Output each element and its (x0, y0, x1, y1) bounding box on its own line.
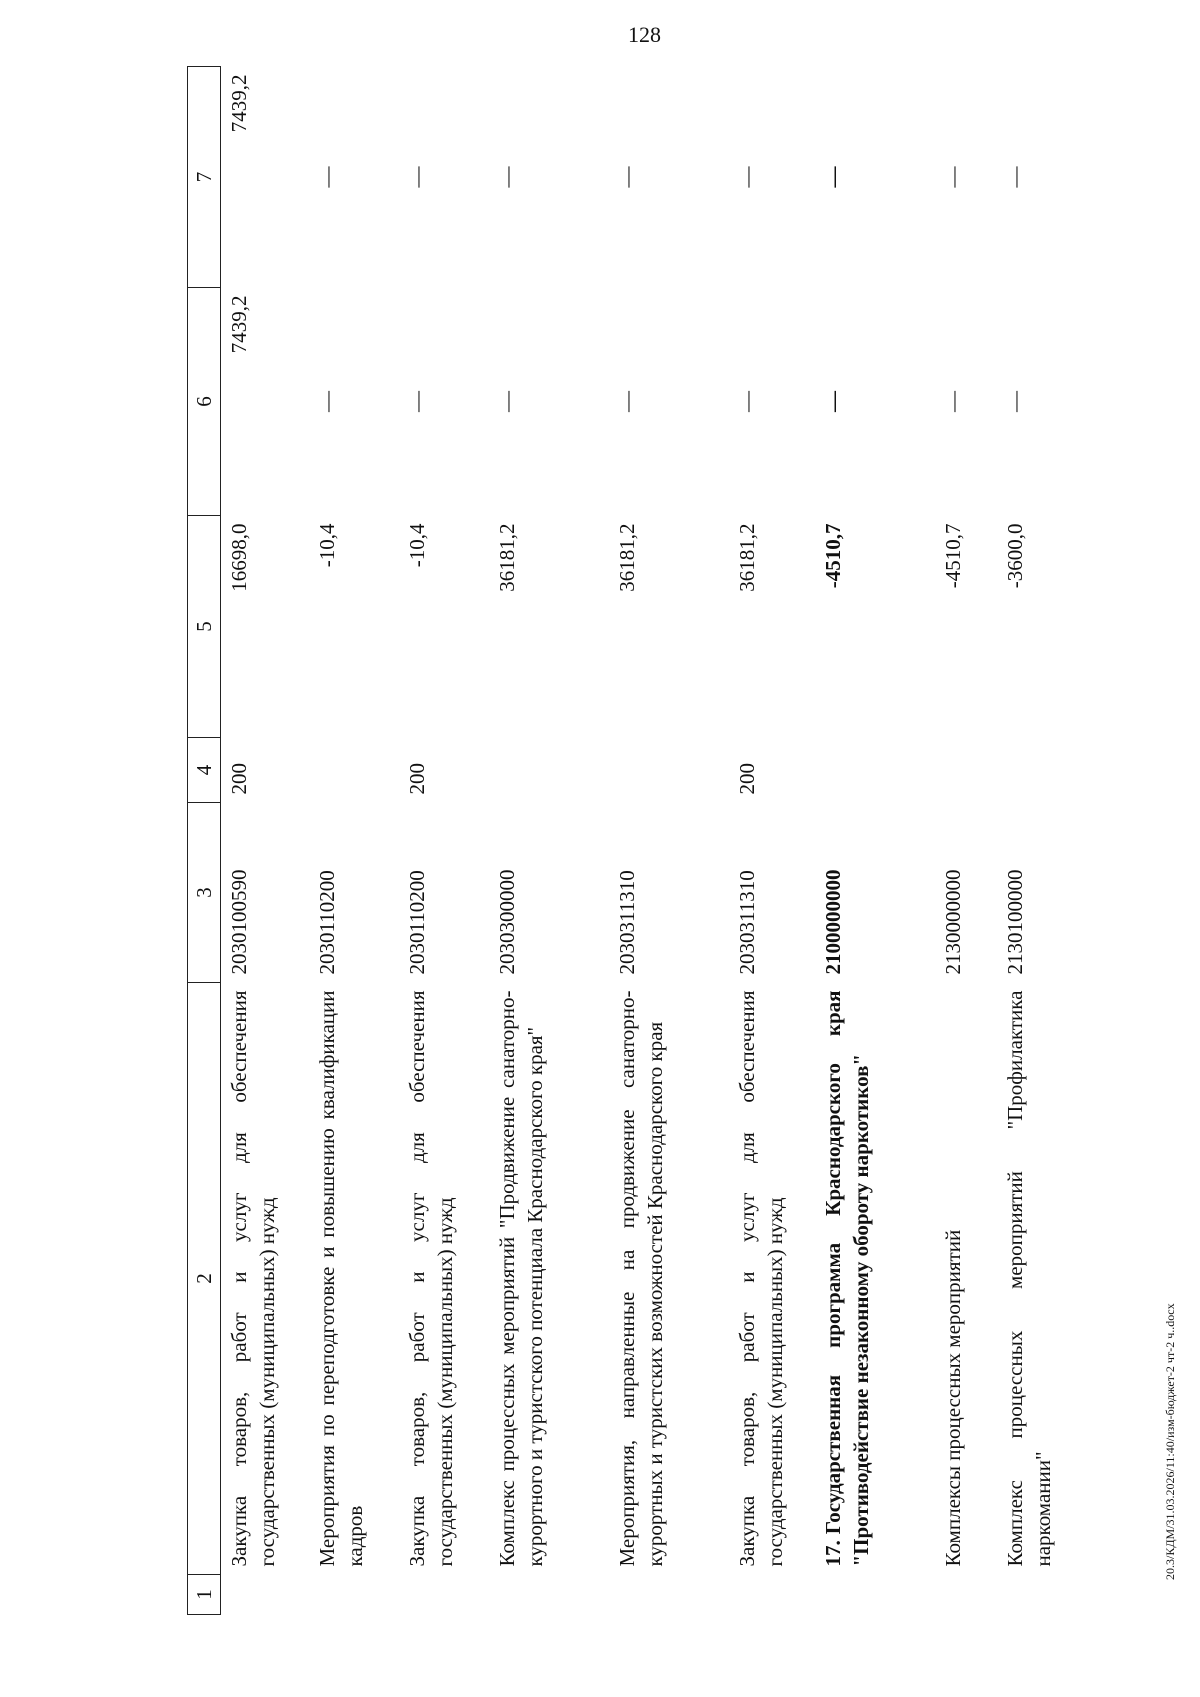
target-code-cell: 2130000000 (940, 869, 965, 975)
footer-note (1163, 1303, 1183, 1600)
row-number-cell (997, 1575, 1087, 1615)
table-row (997, 67, 1087, 1615)
row-number-cell (815, 1575, 935, 1615)
row-number-cell (399, 1575, 489, 1615)
row-name-cell (399, 983, 489, 1575)
row-name-cell (997, 983, 1087, 1575)
table-row (729, 67, 815, 1615)
target-code-cell: 2030311310 (734, 870, 759, 975)
expense-type-cell (815, 738, 935, 803)
target-code-cell: 2030110200 (404, 870, 429, 975)
target-code-cell: 2130100000 (1002, 869, 1027, 975)
expense-type-cell: 200 (734, 763, 759, 795)
row-name-cell (609, 983, 729, 1575)
table-row (221, 67, 309, 1615)
expense-type-cell (935, 738, 997, 803)
column-header: 4 (188, 738, 221, 803)
amount-col7-cell: — (940, 166, 965, 188)
amount-col7-cell: — (614, 166, 639, 188)
row-number-cell (609, 1575, 729, 1615)
amount-col7-cell: — (820, 166, 845, 188)
row-name: Закупка товаров, работ и услуг для обеспечения государственных (муниципальных) нужд (404, 990, 457, 1567)
expense-type-cell: 200 (227, 763, 251, 795)
target-code-cell: 2030311310 (614, 870, 639, 975)
amount-col5-cell: -10,4 (404, 523, 429, 568)
amount-col6-cell: — (820, 391, 845, 412)
table-row (309, 67, 399, 1615)
amount-col5-cell: 36181,2 (734, 523, 759, 592)
table-row (935, 67, 997, 1615)
row-number-cell (935, 1575, 997, 1615)
page-number: 128 (628, 22, 661, 47)
expense-type-cell (997, 738, 1087, 803)
amount-col6-cell: — (614, 391, 639, 412)
row-number-cell (729, 1575, 815, 1615)
row-name: Комплекс процессных мероприятий "Профилактика наркомании" (1002, 990, 1055, 1567)
column-header: 6 (188, 288, 221, 516)
table-row (399, 67, 489, 1615)
amount-col6-cell: — (404, 391, 429, 412)
amount-col5-cell: 36181,2 (614, 523, 639, 592)
amount-col6-cell: — (314, 391, 339, 412)
row-name-cell (221, 983, 309, 1575)
column-header: 5 (188, 516, 221, 738)
amount-col6-cell: — (494, 391, 519, 412)
column-header: 1 (188, 1575, 221, 1615)
amount-col7-cell: — (734, 166, 759, 188)
row-name-cell (815, 983, 935, 1575)
row-name-cell (729, 983, 815, 1575)
row-number: 17. (820, 1540, 845, 1567)
rotated-table-container (187, 67, 1107, 1615)
amount-col7-cell: — (314, 166, 339, 188)
amount-col7-cell: 7439,2 (227, 74, 251, 133)
column-header: 2 (188, 983, 221, 1575)
target-code-cell: 2030300000 (494, 869, 519, 975)
table-row (815, 67, 935, 1615)
expense-type-cell (489, 738, 609, 803)
amount-col6-cell: — (734, 391, 759, 412)
amount-col5-cell: -4510,7 (820, 523, 845, 589)
row-name: Закупка товаров, работ и услуг для обеспечения государственных (муниципальных) нужд (734, 990, 787, 1567)
target-code-cell: 2030110200 (314, 870, 339, 975)
column-header: 3 (188, 803, 221, 983)
amount-col5-cell: -4510,7 (940, 523, 965, 589)
amount-col6-cell: — (1002, 391, 1027, 412)
row-name-cell (309, 983, 399, 1575)
amount-col5-cell: -3600,0 (1002, 523, 1027, 589)
row-name: Комплекс процессных мероприятий "Продвижение санаторно-курортного и туристского потенциала Краснодарского края" (494, 990, 547, 1567)
expense-type-cell (609, 738, 729, 803)
budget-table (187, 66, 1087, 1615)
amount-col7-cell: — (404, 166, 429, 188)
row-name: Комплексы процессных мероприятий (940, 1229, 965, 1567)
row-number-cell (221, 1575, 309, 1615)
row-name-cell (935, 983, 997, 1575)
row-number-cell (489, 1575, 609, 1615)
row-name: Закупка товаров, работ и услуг для обеспечения государственных (муниципальных) нужд (227, 990, 279, 1567)
expense-type-cell: 200 (404, 763, 429, 795)
amount-col6-cell: 7439,2 (227, 295, 251, 354)
target-code-cell: 2030100590 (227, 869, 251, 975)
row-name-cell (489, 983, 609, 1575)
amount-col6-cell: — (940, 391, 965, 412)
amount-col7-cell: — (494, 166, 519, 188)
amount-col7-cell: — (1002, 166, 1027, 188)
footer-note-text: 20.3/КДМ/31.03.2026/11:40/изм-бюджет-2 чт-2 ч..docx (1163, 1303, 1177, 1580)
table-header-row (188, 67, 221, 1615)
row-number-cell (309, 1575, 399, 1615)
amount-col5-cell: 16698,0 (227, 523, 251, 592)
column-header: 7 (188, 67, 221, 288)
expense-type-cell (309, 738, 399, 803)
amount-col5-cell: -10,4 (314, 523, 339, 568)
table-row (489, 67, 609, 1615)
row-name: Мероприятия, направленные на продвижение санаторно-курортных и туристских возможностей Краснодарского края (614, 990, 667, 1567)
target-code-cell: 2100000000 (820, 869, 845, 975)
table-row (609, 67, 729, 1615)
row-name: Мероприятия по переподготовке и повышению квалификации кадров (314, 990, 367, 1567)
row-name: Государственная программа Краснодарского края "Противодействие незаконному обороту наркотиков" (820, 990, 873, 1567)
amount-col5-cell: 36181,2 (494, 523, 519, 592)
